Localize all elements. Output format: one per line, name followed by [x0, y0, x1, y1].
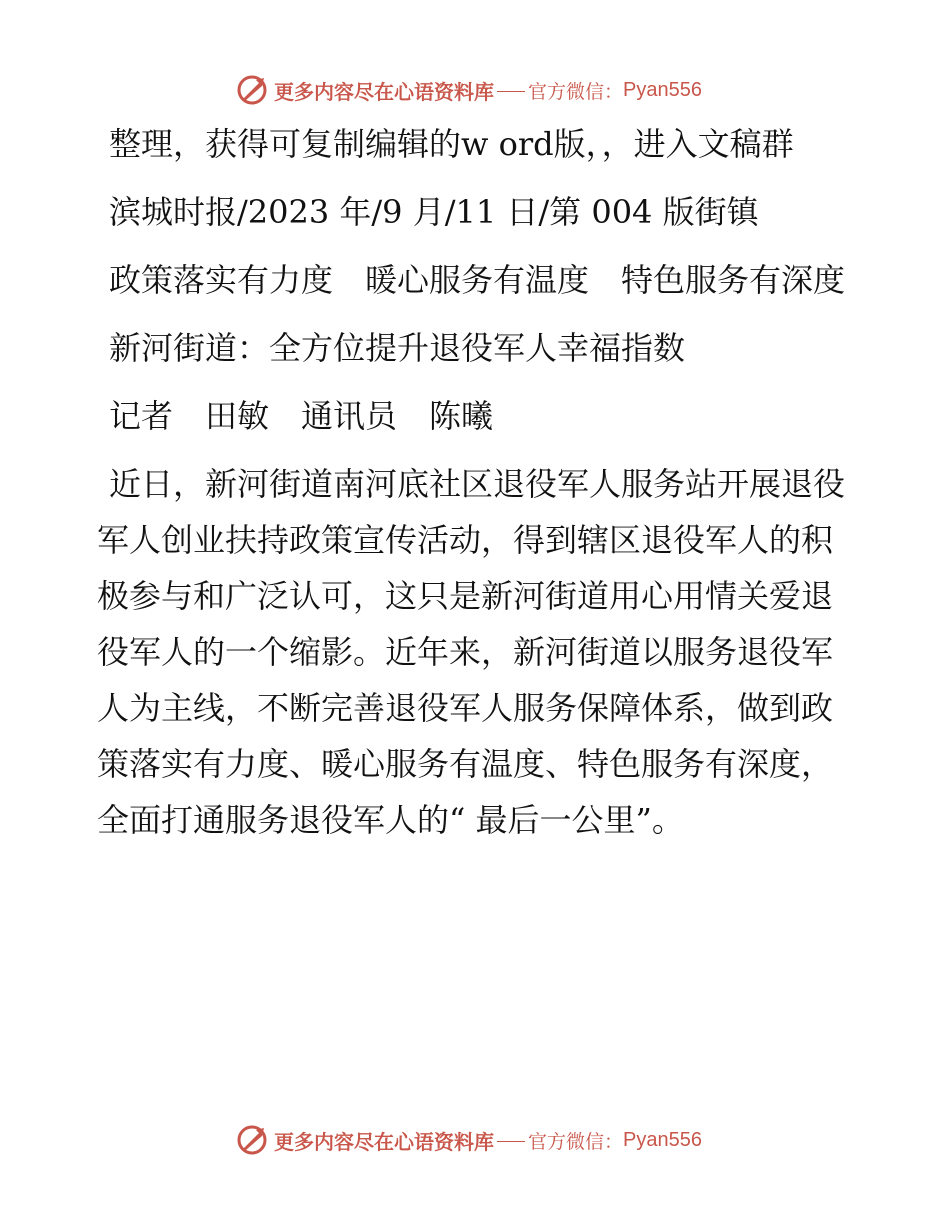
intro-line: 整理，获得可复制编辑的w ord版，，进入文稿群	[109, 125, 794, 163]
header-wechat-label: 官方微信：	[528, 80, 624, 103]
header-watermark	[236, 72, 756, 108]
source-line: 滨城时报/2023 年/9 月/11 日/第 004 版街镇	[109, 193, 759, 231]
document-body	[97, 116, 857, 848]
header-slogan: 更多内容尽在心语资料库	[274, 79, 494, 104]
footer-watermark	[236, 1122, 756, 1158]
quill-logo-icon	[236, 74, 268, 106]
footer-account: Pyan556	[623, 1128, 702, 1151]
header-account: Pyan556	[623, 78, 702, 101]
header-dash	[497, 91, 525, 92]
subtitle: 政策落实有力度 暖心服务有温度 特色服务有深度	[109, 261, 846, 299]
footer-slogan: 更多内容尽在心语资料库	[274, 1129, 494, 1154]
headline: 新河街道：全方位提升退役军人幸福指数	[109, 329, 686, 367]
footer-wechat-label: 官方微信：	[528, 1130, 624, 1153]
byline: 记者 田敏 通讯员 陈曦	[109, 397, 494, 435]
footer-dash	[497, 1141, 525, 1142]
body-paragraph: 近日，新河街道南河底社区退役军人服务站开展退役军人创业扶持政策宣传活动，得到辖区退役军人的积极参与和广泛认可，这只是新河街道用心用情关爱退役军人的一个缩影。近年来，新河街道以服务退役军人为主线，不断完善退役军人服务保障体系，做到政策落实有力度、暖心服务有温度、特色服务有深度，全面打通服务退役军人的“ 最后一公里”。	[97, 465, 846, 839]
quill-logo-icon	[236, 1124, 268, 1156]
